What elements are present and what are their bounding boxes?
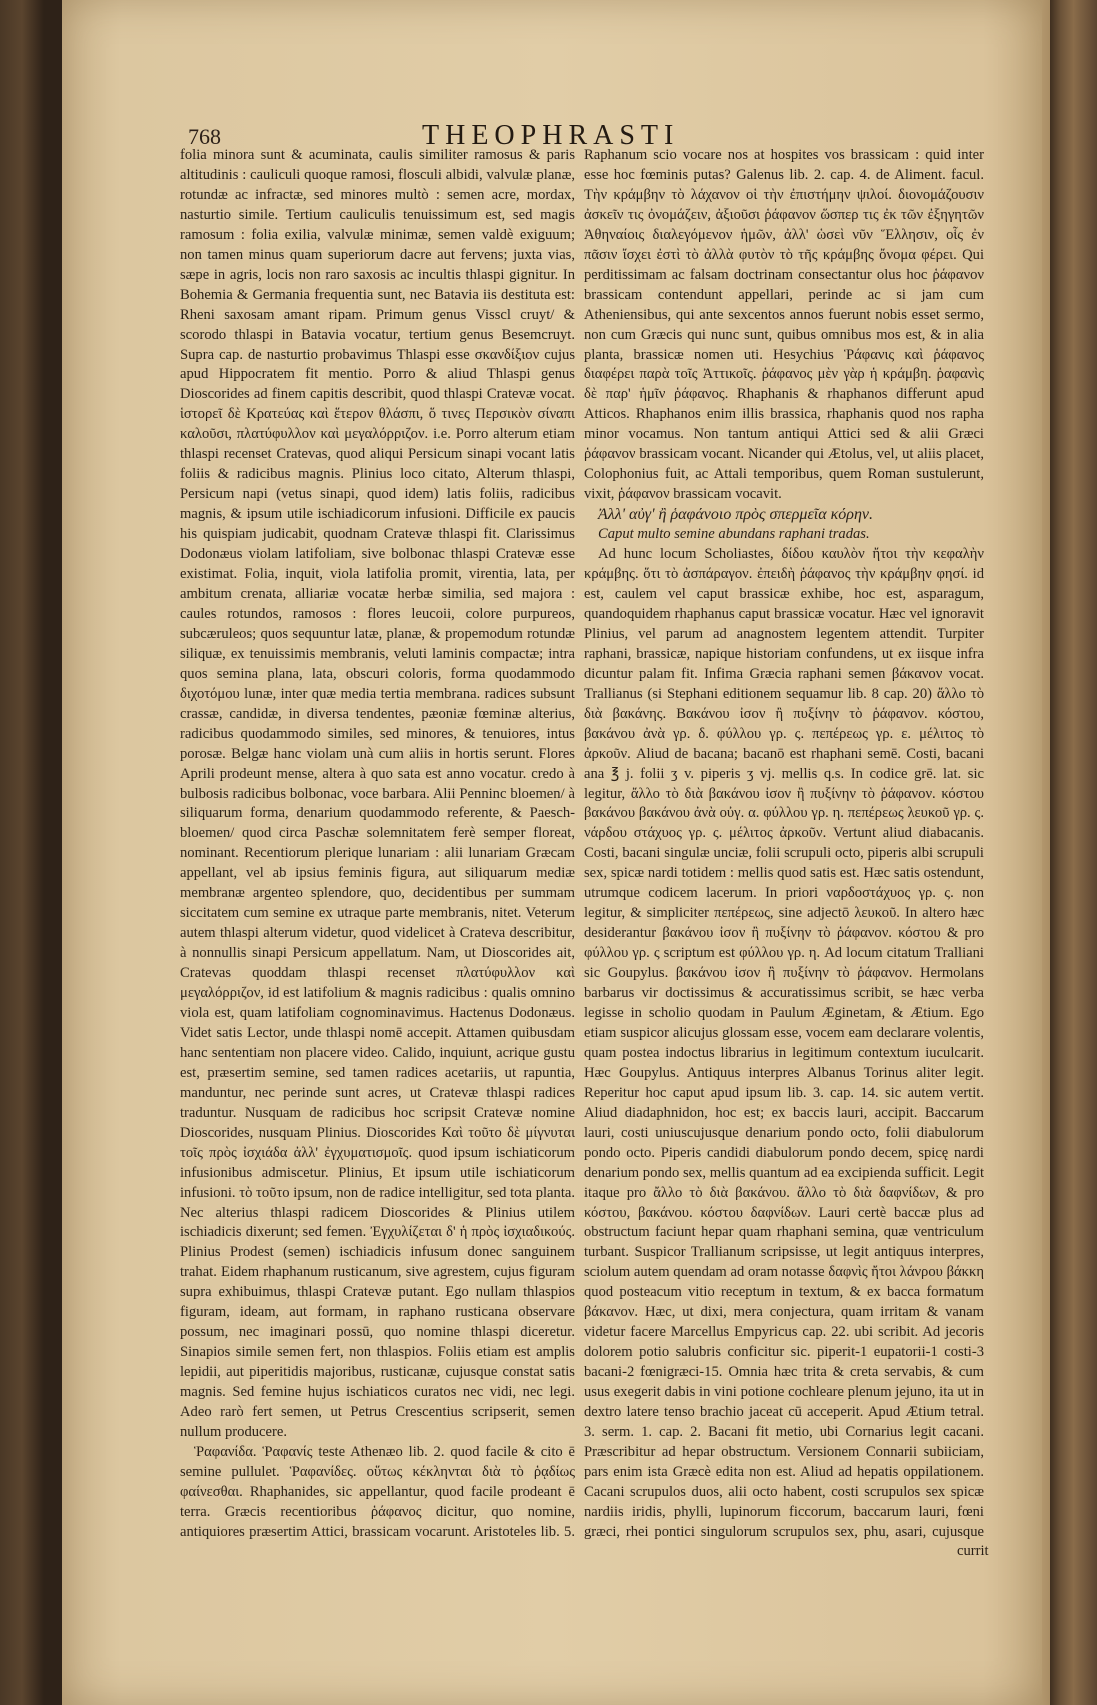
right-column: [584, 146, 984, 1541]
paragraph: folia minora sunt & acuminata, caulis similiter ramosus & paris altitudinis : cauliculi quoque ramosi, flosculi albidi, valvulæ planæ, rotundæ ac infractæ, sed minores multò : semen acre, mordax, nasturtio simile. Tertium cauliculis tenuissimum est, sed magis ramosum : folia exilia, valvulæ minimæ, semen valdè exiguum; non tamen minus quam superiorum dacre aut fervens; juxta vias, sæpe in agris, locis non raro saxosis ac incultis thlaspi gignitur. In Bohemia & Germania frequentia sunt, nec Batavia iis destituta est: Rheni saxosam amant ripam. Primum genus Visscl cruyt/ & scorodo thlaspi in Batavia vocatur, tertium genus Besemcruyt. Supra cap. de nasturtio probavimus Thlaspi esse σκανδίξιον cujus apud Hippocratem fit mentio. Porro & aliud Thlaspi genus Dioscorides ad finem capitis describit, quod thlaspi Cratevæ vocat. ἱστορεῖ δὲ Κρατεύας καὶ ἕτερον θλάσπι, ὅ τινες Περσικὸν σίναπι καλοῦσι, πλατύφυλλον καὶ μεγαλόρριζον. i.e. Porro alterum etiam thlaspi recenset Cratevas, quod aliqui Persicum sinapi vocant latis foliis & radicibus magnis. Plinius loco citato, Alterum thlaspi, Persicum napi (vetus sinapi, quod idem) latis foliis, radicibus magnis, & ipsum utile ischiadicorum infusioni. Difficile ex paucis his quispiam judicabit, quodnam Cratevæ thlaspi fit. Clarissimus Dodonæus violam latifoliam, sive bolbonac thlaspi Cratevæ esse existimat. Folia, inquit, viola latifolia promit, virentia, lata, per ambitum crenata, alliariæ vocatæ herbæ similia, sed majora : caules rotundos, ramosos : flores leucoii, colore purpureos, subcæruleos; quos sequuntur latæ, planæ, & propemodum rotundæ siliquæ, ex tenuissimis membranis, veluti laminis compactæ; intra quos semina plana, lata, obscuri coloris, forma quodammodo διχοτόμου lunæ, inter quæ media tertia membrana. radices subsunt crassæ, candidæ, in diversa tendentes, pæoniæ fœminæ alterius, radicibus quodammodo similes, sed minores, & tenuiores, intus porosæ. Belgæ hanc violam unà cum aliis in hortis serunt. Flores Aprili prodeunt mense, altera à quo sata est anno vocatur. credo à bulbosis radicibus bolbonac, voce barbara. Alii Penninc bloemen/ à siliquarum forma, denarium quodammodo referente, & Paesch-bloemen/ quod circa Paschæ solemnitatem ferè semper floreat, nominant. Recentiorum plerique lunariam : alii lunariam Græcam appellant, vel ab ipsius feminis figura, aut siliquarum mediæ membranæ argenteo splendore, quo, decidentibus per summam siccitatem cum semine ex utraque parte membranis, nitet. Veterum autem thlaspi alterum videtur, quod videlicet à Crateva describitur, à nonnullis sinapi Persicum appellatum. Nam, ut Dioscorides ait, Cratevas quoddam thlaspi recenset πλατύφυλλον καὶ μεγαλόρριζον, id est latifolium & magnis radicibus : qualis omnino viola est, quam latifoliam cognominavimus. Hactenus Dodonæus. Videt satis Lector, unde thlaspi nomē accepit. Attamen quibusdam hanc sententiam non placere video. Calido, inquiunt, acrique gustu est, præsertim semine, sed tamen radices acetariis, ut rapuntia, manduntur, nec perinde sunt acres, ut Cratevæ thlaspi radices traduntur. Nusquam de radicibus hoc scripsit Cratevæ nomine Dioscorides, nusquam Plinius. Dioscorides Καὶ τοῦτο δὲ μίγνυται τοῖς πρὸς ἰσχιάδα ἀλλ' ἐγχυματισμοῖς. quod ipsum ischiaticorum infusionibus admiscetur. Plinius, Et ipsum utile ischiaticorum infusioni. τὸ τοῦτο ipsum, non de radice intelligitur, sed tota planta. Nec alterius thlaspi radicem Dioscorides & Plinius utilem ischiadicis dixerunt; sed femen. Ἐγχυλίζεται δ' ἡ πρὸς ἰσχιαδικούς. Plinius Prodest (semen) ischiadicis infusum donec sanguinem trahat. Eidem rhaphanum rusticanum, sive agrestem, cujus figuram supra exhibuimus, thlaspi Cratevæ putant. Ego nullam thlaspios figuram, ideam, aut formam, in raphano rusticana observare possum, nec imaginari possū, quo nomine thlaspi diceretur. Sinapios simile semen fert, non thlaspios. Foliis etiam est amplis lepidii, aut piperitidis majoribus, rusticanæ, cujusque constat satis magnis. Sed femine hujus ischiaticos curatos nec vidi, nec legi. Adeo rarò fert semen, ut Petrus Crescentius scripserit, semen nullum producere.: [180, 147, 575, 1440]
greek-verse-quotation: Ἀλλ' αὐγ' ἢ ῥαφάνοιο πρὸς σπερμεῖα κόρην.: [598, 506, 873, 524]
book-spine: [1045, 0, 1097, 1705]
page-number: 768: [188, 124, 221, 149]
paragraph: Ad hunc locum Scholiastes, δίδου καυλὸν ἤτοι τὴν κεφαλὴν κράμβης. ὅτι τὸ ἀσπάραγον. ἐπειδὴ ῥάφανος τὴν κράμβην φησί. id est, caulem vel caput brassicæ exhibe, hoc est, asparagum, quandoquidem rhaphanus caput brassicæ vocatur. Hæc vel ignoravit Plinius, vel parum ad anagnostem legentem attendit. Turpiter raphani, brassicæ, napique historiam confundens, ut ex iisque infra dicuntur palam fit. Infima Græcia raphani semen βάκανον vocat. Trallianus (si Stephani editionem sequamur lib. 8 cap. 20) ἄλλο τὸ διὰ βακάνης. Βακάνου ἰσον ἢ πυξίνην τὸ ῥάφανον. κόστου, βακάνου ἀνὰ γρ. δ. φύλλου γρ. ς. πεπέρεως γρ. ε. μέλιτος τὸ ἀρκοῦν. Aliud de bacana; bacanō est rhaphani semē. Costi, bacani ana ℥ j. folii ʒ v. piperis ʒ vj. mellis q.s. In codice grē. lat. sic legitur, ἄλλο τὸ διὰ βακάνου ἰσον ἢ πυξίνην τὸ ῥάφανον. κόστου βακάνου βακάνου ἀνὰ οὐγ. α. φύλλου γρ. η. πεπέρεως λευκοῦ γρ. ς. νάρδου στάχυος γρ. ς. μέλιτος ἀρκοῦν. Vertunt aliud diabacanis. Costi, bacani singulæ unciæ, folii scrupuli octo, piperis albi scrupuli sex, spicæ nardi totidem : mellis quod satis est. Hæc satis ostendunt, utrumque codicem lacerum. In priori ναρδοστάχυος γρ. ς. non legitur, & simpliciter πεπέρεως, sine adjectō λευκοῦ. In altero hæc desiderantur βακάνου ἰσον ἢ πυξίνην τὸ ῥάφανον. κόστου & pro φύλλου γρ. ς scriptum est φύλλου γρ. η. Ad locum citatum Tralliani sic Goupylus. βακάνου ἰσον ἢ πυξίνην τὸ ῥάφανον. Hermolans barbarus vir doctissimus & accuratissimus scribit, se hæc verba legisse in scholio quodam in Paulum Æginetam, & Ætium. Ego etiam suspicor alicujus glossam esse, vocem eam declarare volentis, quam postea indoctus librarius in legitimum contextum iuculcarit. Hæc Goupylus. Antiquus interpres Albanus Torinus aliter legit. Reperitur hoc caput apud ipsum lib. 3. cap. 14. sic autem vertit. Aliud diadaphnidon, hoc est; ex baccis lauri, accipit. Baccarum lauri, costi uniuscujusque denarium pondo octo, folii diabulorum pondo octo. Piperis candidi diabulorum pondo decem, spicę nardi denarium pondo sex, mellis quantum ad ea excipienda sufficit. Legit itaque pro ἄλλο τὸ διὰ βακάνου. ἄλλο τὸ διὰ δαφνίδων, & pro κόστου, βακάνου. κόστου δαφνίδων. Lauri certè baccæ plus ad obstructum faciunt hepar quam rhaphani semina, quæ ventriculum turbant. Suspicor Trallianum scripsisse, ut legit antiquus interpres, sciolum autem quendam ad oram notasse δαφνὶς ἤτοι λάνρου βάκκη quod posteacum vitio receptum in textum, & ex bacca formatum βάκανον. Hæc, ut dixi, mera conjectura, quam irritam & vanam videtur facere Marcellus Empyricus cap. 22. ubi scribit. Ad jecoris dolorem potio salubris conficitur sic. piperit-1 eupatorii-1 costi-3 bacani-2 fœnigræci-15. Omnia hæc trita & creta servabis, & cum usus exegerit dabis in vini potione cochleare plenum jejuno, ita ut in dextro latere tenso brachio jaceat cū acceperit. Apud Ætium tetral. 3. serm. 1. cap. 2. Bacani fit metio, ubi Cornarius legit cacani. Præscribitur ad hepar obstructum. Versionem Connarii subiiciam, pars enim ista Græcè edita non est. Aliud ad hepatis oppilationem. Cacani scrupulos duos, alii octo habent, costi scrupulos sex spicæ nardiis iridis, phylli, lupinorum ficcorum, baccarum lauri, fœni græci, rhei pontici singulorum scrupulos sex, phu, asari, cujusque: [584, 546, 984, 1540]
book-page: [62, 0, 1042, 1705]
verse-translation: Caput multo semine abundans raphani tradas.: [598, 526, 870, 543]
left-column: [180, 146, 575, 1541]
paragraph: Ῥαφανίδα. Ῥαφανίς teste Athenæo lib. 2. quod facile & cito ē semine pullulet. Ῥαφανίδες. οὕτως κέκληνται διὰ τὸ ῥᾳδίως φαίνεσθαι. Rhaphanides, sic appellantur, quod facile prodeant ē terra. Græcis recentioribus ῥάφανος dicitur, quo nomine, antiquiores præsertim Attici, brassicam vocarunt. Aristoteles lib. 5.: [180, 1443, 575, 1540]
running-title: THEOPHRASTI: [422, 120, 680, 151]
catchword: currit: [957, 1543, 989, 1559]
paragraph: Raphanum scio vocare nos at hospites vos brassicam : quid inter esse hoc fœminis putas? Galenus lib. 2. cap. 4. de Aliment. facul. Τὴν κράμβην τὸ λάχανον οἱ τὴν ἐπιστήμην ψιλοί. διονομάζουσιν ἀσκεῖν τις ὀνομάζειν, ἀξιοῦσι ῥάφανον ὥσπερ τις ἐκ τῶν ἐξηγητῶν Ἀθηναίοις διαλεγόμενον ἡμῶν, ἀλλ' ὡσεὶ νῦν Ἕλλησιν, οἷς ἐν πᾶσιν ἴσχει ἐστὶ τὸ ἀλλὰ φυτὸν τὸ τῆς κράμβης ὄνομα φέρει. Qui perditissimam ac falsam doctrinam consectantur olus hoc ῥάφανον brassicam contendunt appellari, perinde ac si jam cum Atheniensibus, qui ante sexcentos annos fuerunt nobis esset sermo, non cum Græcis qui nunc sunt, quibus omnibus mos est, & in alia planta, brassicæ nomen uti. Hesychius Ῥάφανις καὶ ῥάφανος διαφέρει παρὰ τοῖς Ἀττικοῖς. ῥάφανος μὲν γὰρ ἡ κράμβη. ῥαφανὶς δὲ παρ' ἡμῖν ῥάφανος. Rhaphanis & rhaphanos differunt apud Atticos. Rhaphanos enim illis brassica, rhaphanis quod nos rapha minor vocamus. Non tantum antiqui Attici sed & alii Græci ῥάφανον brassicam vocant. Nicander qui Ætolus, vel, ut aliis placet, Colophonius fuit, ac Attali temporibus, quem Roman sustulerunt, vixit, ῥάφανον brassicam vocavit.: [584, 147, 984, 503]
